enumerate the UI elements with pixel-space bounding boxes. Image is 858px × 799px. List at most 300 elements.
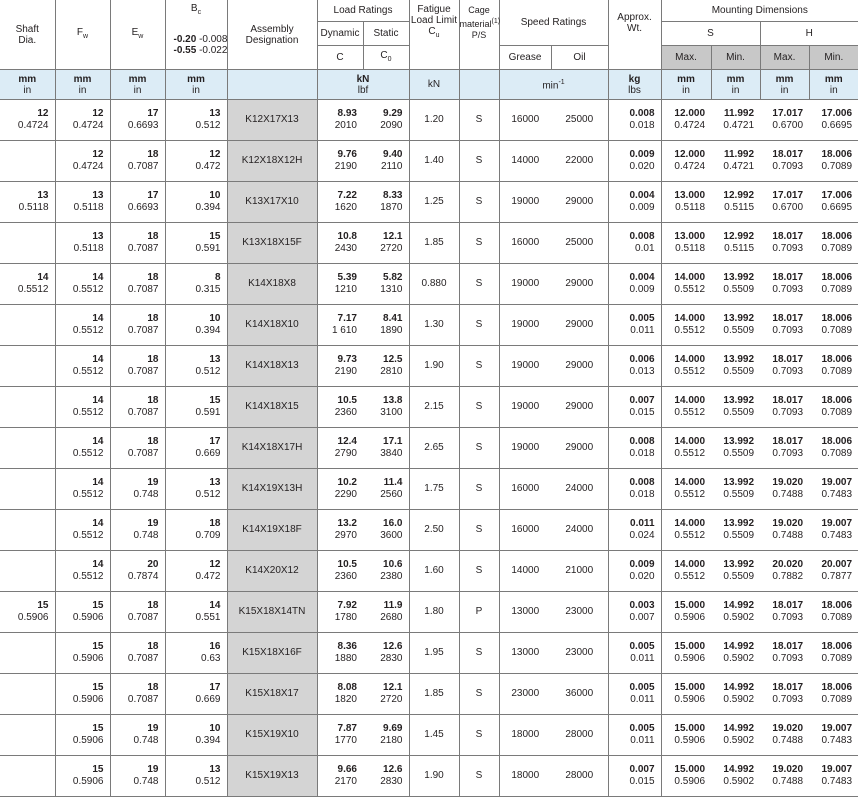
cell-oil: 29000 bbox=[551, 264, 608, 305]
cell-fw: 15 0.5906 bbox=[55, 715, 110, 756]
cell-shaft: 13 0.5118 bbox=[0, 182, 55, 223]
cell-fw: 12 0.4724 bbox=[55, 100, 110, 141]
cell-grease: 16000 bbox=[499, 100, 551, 141]
cell-s-min: 13.992 0.5509 bbox=[711, 428, 760, 469]
cell-bc: 15 0.591 bbox=[165, 223, 227, 264]
cell-ew: 19 0.748 bbox=[110, 469, 165, 510]
cell-cage: S bbox=[459, 674, 499, 715]
table-row bbox=[0, 346, 858, 387]
table-row bbox=[0, 551, 858, 592]
cell-designation: K14X18X10 bbox=[227, 305, 317, 346]
table-body bbox=[0, 100, 858, 797]
cell-grease: 23000 bbox=[499, 674, 551, 715]
cell-s-max: 14.000 0.5512 bbox=[661, 428, 711, 469]
col-header-load-ratings: Load Ratings bbox=[317, 0, 409, 22]
cell-ew: 18 0.7087 bbox=[110, 264, 165, 305]
cell-cu: 1.90 bbox=[409, 756, 459, 797]
cell-shaft bbox=[0, 469, 55, 510]
cell-cu: 1.90 bbox=[409, 346, 459, 387]
col-header-fw: $F_w$ bbox=[55, 0, 110, 70]
cell-wt: 0.006 0.013 bbox=[608, 346, 661, 387]
table-row bbox=[0, 715, 858, 756]
unit-wt: kg lbs bbox=[608, 70, 661, 100]
cell-s-max: 14.000 0.5512 bbox=[661, 305, 711, 346]
cell-s-min: 14.992 0.5902 bbox=[711, 674, 760, 715]
cell-cage: S bbox=[459, 264, 499, 305]
cell-h-max: 18.017 0.7093 bbox=[760, 305, 809, 346]
cell-c: 10.5 2360 bbox=[317, 551, 363, 592]
cell-bc: 13 0.512 bbox=[165, 469, 227, 510]
cell-s-min: 12.992 0.5115 bbox=[711, 223, 760, 264]
cell-bc: 10 0.394 bbox=[165, 182, 227, 223]
cell-oil: 25000 bbox=[551, 100, 608, 141]
cell-c: 7.17 1 610 bbox=[317, 305, 363, 346]
col-header-static: Static bbox=[363, 22, 409, 46]
table-row bbox=[0, 387, 858, 428]
col-header-h-min: Min. bbox=[809, 46, 858, 70]
cell-fw: 15 0.5906 bbox=[55, 674, 110, 715]
cell-s-max: 13.000 0.5118 bbox=[661, 223, 711, 264]
col-header-fatigue: Fatigue Load Limit $C_u$ bbox=[409, 0, 459, 46]
cell-cage: S bbox=[459, 100, 499, 141]
cell-c0: 11.4 2560 bbox=[363, 469, 409, 510]
cell-bc: 12 0.472 bbox=[165, 141, 227, 182]
cell-grease: 16000 bbox=[499, 223, 551, 264]
cell-wt: 0.008 0.018 bbox=[608, 428, 661, 469]
cell-h-min: 17.006 0.6695 bbox=[809, 100, 858, 141]
cell-c0: 12.5 2810 bbox=[363, 346, 409, 387]
cell-wt: 0.004 0.009 bbox=[608, 182, 661, 223]
cell-ew: 18 0.7087 bbox=[110, 223, 165, 264]
cell-ew: 20 0.7874 bbox=[110, 551, 165, 592]
cell-designation: K14X18X13 bbox=[227, 346, 317, 387]
cell-cage: S bbox=[459, 510, 499, 551]
cell-bc: 13 0.512 bbox=[165, 346, 227, 387]
cell-h-min: 19.007 0.7483 bbox=[809, 756, 858, 797]
cell-c0: 8.33 1870 bbox=[363, 182, 409, 223]
cell-oil: 21000 bbox=[551, 551, 608, 592]
cell-shaft bbox=[0, 715, 55, 756]
table-row bbox=[0, 305, 858, 346]
cell-s-max: 14.000 0.5512 bbox=[661, 469, 711, 510]
col-header-h-max: Max. bbox=[760, 46, 809, 70]
cell-oil: 25000 bbox=[551, 223, 608, 264]
cell-wt: 0.005 0.011 bbox=[608, 674, 661, 715]
col-header-s-max: Max. bbox=[661, 46, 711, 70]
cell-grease: 19000 bbox=[499, 346, 551, 387]
cell-bc: 13 0.512 bbox=[165, 100, 227, 141]
cell-c: 7.22 1620 bbox=[317, 182, 363, 223]
col-header-assembly: Assembly Designation bbox=[227, 0, 317, 70]
table-row bbox=[0, 428, 858, 469]
cell-s-min: 11.992 0.4721 bbox=[711, 141, 760, 182]
cell-c: 8.36 1880 bbox=[317, 633, 363, 674]
col-header-c0: $C_0$ bbox=[363, 46, 409, 70]
cell-cu: 1.20 bbox=[409, 100, 459, 141]
cell-fw: 14 0.5512 bbox=[55, 305, 110, 346]
cell-oil: 28000 bbox=[551, 715, 608, 756]
cell-ew: 18 0.7087 bbox=[110, 592, 165, 633]
cell-grease: 19000 bbox=[499, 305, 551, 346]
cell-bc: 10 0.394 bbox=[165, 305, 227, 346]
unit-bc: mm in bbox=[165, 70, 227, 100]
cell-s-min: 11.992 0.4721 bbox=[711, 100, 760, 141]
cell-fw: 14 0.5512 bbox=[55, 387, 110, 428]
cell-shaft: 14 0.5512 bbox=[0, 264, 55, 305]
cell-wt: 0.007 0.015 bbox=[608, 756, 661, 797]
col-header-dynamic: Dynamic bbox=[317, 22, 363, 46]
cell-shaft: 12 0.4724 bbox=[0, 100, 55, 141]
cell-grease: 14000 bbox=[499, 551, 551, 592]
cell-h-max: 18.017 0.7093 bbox=[760, 674, 809, 715]
cell-wt: 0.005 0.011 bbox=[608, 633, 661, 674]
table-row bbox=[0, 592, 858, 633]
cell-designation: K15X18X14TN bbox=[227, 592, 317, 633]
cell-grease: 14000 bbox=[499, 141, 551, 182]
cell-designation: K12X17X13 bbox=[227, 100, 317, 141]
cell-ew: 18 0.7087 bbox=[110, 674, 165, 715]
cell-ew: 17 0.6693 bbox=[110, 182, 165, 223]
cell-h-max: 18.017 0.7093 bbox=[760, 346, 809, 387]
cell-oil: 36000 bbox=[551, 674, 608, 715]
cell-grease: 18000 bbox=[499, 715, 551, 756]
cell-grease: 16000 bbox=[499, 469, 551, 510]
cell-grease: 13000 bbox=[499, 633, 551, 674]
cell-shaft bbox=[0, 387, 55, 428]
cell-c: 8.08 1820 bbox=[317, 674, 363, 715]
cell-designation: K14X18X17H bbox=[227, 428, 317, 469]
unit-assembly bbox=[227, 70, 317, 100]
unit-fatigue: kN bbox=[409, 70, 459, 100]
col-header-c: C bbox=[317, 46, 363, 70]
col-header-oil: Oil bbox=[551, 46, 608, 70]
cell-c0: 9.29 2090 bbox=[363, 100, 409, 141]
cell-c: 7.92 1780 bbox=[317, 592, 363, 633]
cell-oil: 29000 bbox=[551, 182, 608, 223]
cell-s-min: 13.992 0.5509 bbox=[711, 387, 760, 428]
cell-s-max: 12.000 0.4724 bbox=[661, 100, 711, 141]
cell-h-max: 17.017 0.6700 bbox=[760, 182, 809, 223]
cell-wt: 0.005 0.011 bbox=[608, 305, 661, 346]
cell-wt: 0.008 0.018 bbox=[608, 469, 661, 510]
cell-h-max: 20.020 0.7882 bbox=[760, 551, 809, 592]
cell-cu: 1.40 bbox=[409, 141, 459, 182]
cell-h-min: 18.006 0.7089 bbox=[809, 428, 858, 469]
cell-c0: 11.9 2680 bbox=[363, 592, 409, 633]
cell-fw: 14 0.5512 bbox=[55, 510, 110, 551]
cell-h-min: 18.006 0.7089 bbox=[809, 387, 858, 428]
cell-fw: 13 0.5118 bbox=[55, 182, 110, 223]
col-header-h: H bbox=[805, 28, 813, 39]
cell-h-max: 18.017 0.7093 bbox=[760, 387, 809, 428]
cell-h-min: 19.007 0.7483 bbox=[809, 510, 858, 551]
cell-c: 13.2 2970 bbox=[317, 510, 363, 551]
cell-cu: 1.60 bbox=[409, 551, 459, 592]
cell-oil: 23000 bbox=[551, 592, 608, 633]
col-header-bc: $B_c$ bbox=[165, 0, 227, 22]
cell-bc: 17 0.669 bbox=[165, 428, 227, 469]
cell-wt: 0.005 0.011 bbox=[608, 715, 661, 756]
cell-bc: 18 0.709 bbox=[165, 510, 227, 551]
unit-h-max: mm in bbox=[760, 70, 809, 100]
cell-oil: 24000 bbox=[551, 510, 608, 551]
cell-shaft: 15 0.5906 bbox=[0, 592, 55, 633]
cell-grease: 19000 bbox=[499, 264, 551, 305]
col-header-s: S bbox=[661, 22, 760, 46]
cell-oil: 24000 bbox=[551, 469, 608, 510]
cell-designation: K14X20X12 bbox=[227, 551, 317, 592]
cell-ew: 19 0.748 bbox=[110, 756, 165, 797]
cell-grease: 13000 bbox=[499, 592, 551, 633]
cell-c: 9.73 2190 bbox=[317, 346, 363, 387]
cell-cage: S bbox=[459, 346, 499, 387]
cell-c0: 9.69 2180 bbox=[363, 715, 409, 756]
cell-fw: 15 0.5906 bbox=[55, 633, 110, 674]
cell-s-max: 15.000 0.5906 bbox=[661, 674, 711, 715]
unit-h-min: mm in bbox=[809, 70, 858, 100]
unit-shaft: mm in bbox=[0, 70, 55, 100]
cell-cu: 1.75 bbox=[409, 469, 459, 510]
cell-h-max: 19.020 0.7488 bbox=[760, 715, 809, 756]
cell-cage: S bbox=[459, 182, 499, 223]
cell-bc: 13 0.512 bbox=[165, 756, 227, 797]
cell-c: 9.76 2190 bbox=[317, 141, 363, 182]
unit-fw: mm in bbox=[55, 70, 110, 100]
cell-c0: 8.41 1890 bbox=[363, 305, 409, 346]
cell-ew: 17 0.6693 bbox=[110, 100, 165, 141]
cell-fw: 14 0.5512 bbox=[55, 469, 110, 510]
cell-cage: S bbox=[459, 223, 499, 264]
cell-h-max: 19.020 0.7488 bbox=[760, 469, 809, 510]
cell-h-min: 17.006 0.6695 bbox=[809, 182, 858, 223]
cell-shaft bbox=[0, 510, 55, 551]
cell-wt: 0.009 0.020 bbox=[608, 551, 661, 592]
table-row bbox=[0, 182, 858, 223]
cell-c0: 12.6 2830 bbox=[363, 756, 409, 797]
unit-cage bbox=[459, 70, 499, 100]
cell-shaft bbox=[0, 674, 55, 715]
cell-s-max: 14.000 0.5512 bbox=[661, 551, 711, 592]
unit-load: kN lbf bbox=[317, 70, 409, 100]
cell-cu: 1.80 bbox=[409, 592, 459, 633]
table-row bbox=[0, 264, 858, 305]
cell-designation: K15X18X16F bbox=[227, 633, 317, 674]
units-row bbox=[0, 70, 858, 100]
cell-cu: 1.45 bbox=[409, 715, 459, 756]
unit-ew: mm in bbox=[110, 70, 165, 100]
cell-designation: K14X19X13H bbox=[227, 469, 317, 510]
cell-h-min: 18.006 0.7089 bbox=[809, 264, 858, 305]
cell-wt: 0.004 0.009 bbox=[608, 264, 661, 305]
cell-cage: P bbox=[459, 592, 499, 633]
cell-c0: 12.1 2720 bbox=[363, 223, 409, 264]
cell-s-max: 15.000 0.5906 bbox=[661, 756, 711, 797]
cell-h-min: 19.007 0.7483 bbox=[809, 715, 858, 756]
cell-ew: 19 0.748 bbox=[110, 715, 165, 756]
cell-wt: 0.007 0.015 bbox=[608, 387, 661, 428]
cell-c: 12.4 2790 bbox=[317, 428, 363, 469]
cell-wt: 0.009 0.020 bbox=[608, 141, 661, 182]
cell-h-max: 19.020 0.7488 bbox=[760, 756, 809, 797]
cell-h-max: 18.017 0.7093 bbox=[760, 223, 809, 264]
cell-designation: K15X19X10 bbox=[227, 715, 317, 756]
cell-s-min: 14.992 0.5902 bbox=[711, 715, 760, 756]
cell-fw: 15 0.5906 bbox=[55, 756, 110, 797]
cell-h-max: 17.017 0.6700 bbox=[760, 100, 809, 141]
cell-h-max: 18.017 0.7093 bbox=[760, 141, 809, 182]
cell-cage: S bbox=[459, 715, 499, 756]
cell-s-min: 13.992 0.5509 bbox=[711, 346, 760, 387]
cell-cage: S bbox=[459, 469, 499, 510]
cell-h-min: 18.006 0.7089 bbox=[809, 592, 858, 633]
cell-designation: K12X18X12H bbox=[227, 141, 317, 182]
cell-h-max: 18.017 0.7093 bbox=[760, 264, 809, 305]
table-row bbox=[0, 141, 858, 182]
cell-c0: 5.82 1310 bbox=[363, 264, 409, 305]
cell-cu: 1.95 bbox=[409, 633, 459, 674]
cell-s-max: 14.000 0.5512 bbox=[661, 346, 711, 387]
cell-c0: 9.40 2110 bbox=[363, 141, 409, 182]
cell-h-max: 19.020 0.7488 bbox=[760, 510, 809, 551]
cell-s-min: 14.992 0.5902 bbox=[711, 633, 760, 674]
cell-s-min: 12.992 0.5115 bbox=[711, 182, 760, 223]
cell-grease: 18000 bbox=[499, 756, 551, 797]
table-row bbox=[0, 469, 858, 510]
cell-ew: 18 0.7087 bbox=[110, 633, 165, 674]
cell-cage: S bbox=[459, 387, 499, 428]
unit-s-min: mm in bbox=[711, 70, 760, 100]
cell-c0: 16.0 3600 bbox=[363, 510, 409, 551]
cell-fw: 14 0.5512 bbox=[55, 346, 110, 387]
cell-cage: S bbox=[459, 551, 499, 592]
col-header-s-min: Min. bbox=[711, 46, 760, 70]
cell-bc: 12 0.472 bbox=[165, 551, 227, 592]
wt-spacer bbox=[608, 46, 661, 70]
cell-ew: 18 0.7087 bbox=[110, 141, 165, 182]
col-header-grease: Grease bbox=[499, 46, 551, 70]
col-header-shaft-dia: Shaft Dia. bbox=[0, 0, 55, 70]
cell-s-max: 14.000 0.5512 bbox=[661, 510, 711, 551]
cell-shaft bbox=[0, 428, 55, 469]
cell-cu: 1.85 bbox=[409, 223, 459, 264]
table-row bbox=[0, 674, 858, 715]
cell-bc: 10 0.394 bbox=[165, 715, 227, 756]
cell-wt: 0.003 0.007 bbox=[608, 592, 661, 633]
cell-grease: 19000 bbox=[499, 387, 551, 428]
cell-shaft bbox=[0, 141, 55, 182]
cell-cu: 2.50 bbox=[409, 510, 459, 551]
cell-shaft bbox=[0, 756, 55, 797]
cell-bc: 17 0.669 bbox=[165, 674, 227, 715]
cell-c: 10.2 2290 bbox=[317, 469, 363, 510]
cell-c0: 13.8 3100 bbox=[363, 387, 409, 428]
cell-c: 7.87 1770 bbox=[317, 715, 363, 756]
cell-s-min: 14.992 0.5902 bbox=[711, 756, 760, 797]
cell-h-max: 18.017 0.7093 bbox=[760, 592, 809, 633]
cell-wt: 0.011 0.024 bbox=[608, 510, 661, 551]
cell-s-max: 15.000 0.5906 bbox=[661, 715, 711, 756]
cell-h-min: 20.007 0.7877 bbox=[809, 551, 858, 592]
cell-s-max: 14.000 0.5512 bbox=[661, 387, 711, 428]
cell-ew: 18 0.7087 bbox=[110, 305, 165, 346]
cell-designation: K14X18X8 bbox=[227, 264, 317, 305]
cell-s-min: 13.992 0.5509 bbox=[711, 469, 760, 510]
col-header-cage: Cage material$^{(1)}$ P/S bbox=[459, 0, 499, 46]
unit-speed: $\min^{-1}$ bbox=[499, 70, 608, 100]
cell-cage: S bbox=[459, 305, 499, 346]
cell-cu: 1.25 bbox=[409, 182, 459, 223]
cell-grease: 16000 bbox=[499, 510, 551, 551]
cell-ew: 18 0.7087 bbox=[110, 346, 165, 387]
cage-spacer bbox=[459, 46, 499, 70]
cell-s-max: 14.000 0.5512 bbox=[661, 264, 711, 305]
bc-tolerance: -0.20 -0.008 -0.55 -0.022 bbox=[165, 22, 227, 70]
cell-designation: K14X19X18F bbox=[227, 510, 317, 551]
cell-s-max: 13.000 0.5118 bbox=[661, 182, 711, 223]
cell-h-min: 19.007 0.7483 bbox=[809, 469, 858, 510]
cell-h-min: 18.006 0.7089 bbox=[809, 141, 858, 182]
cell-wt: 0.008 0.018 bbox=[608, 100, 661, 141]
cell-designation: K15X18X17 bbox=[227, 674, 317, 715]
cell-oil: 22000 bbox=[551, 141, 608, 182]
cell-bc: 16 0.63 bbox=[165, 633, 227, 674]
cell-fw: 15 0.5906 bbox=[55, 592, 110, 633]
cell-bc: 14 0.551 bbox=[165, 592, 227, 633]
cell-cage: S bbox=[459, 428, 499, 469]
col-header-ew: $E_w$ bbox=[110, 0, 165, 70]
table-row bbox=[0, 633, 858, 674]
cell-h-min: 18.006 0.7089 bbox=[809, 674, 858, 715]
cell-fw: 12 0.4724 bbox=[55, 141, 110, 182]
cell-oil: 29000 bbox=[551, 305, 608, 346]
cell-c: 8.93 2010 bbox=[317, 100, 363, 141]
table-row bbox=[0, 756, 858, 797]
cell-cu: 0.880 bbox=[409, 264, 459, 305]
cell-grease: 19000 bbox=[499, 182, 551, 223]
cell-fw: 14 0.5512 bbox=[55, 551, 110, 592]
table-row bbox=[0, 223, 858, 264]
cell-cu: 1.30 bbox=[409, 305, 459, 346]
col-header-speed-ratings: Speed Ratings bbox=[499, 0, 608, 46]
cell-shaft bbox=[0, 346, 55, 387]
fatigue-spacer bbox=[409, 46, 459, 70]
cell-c0: 17.1 3840 bbox=[363, 428, 409, 469]
cell-grease: 19000 bbox=[499, 428, 551, 469]
cell-h-min: 18.006 0.7089 bbox=[809, 346, 858, 387]
cell-h-min: 18.006 0.7089 bbox=[809, 223, 858, 264]
cell-shaft bbox=[0, 633, 55, 674]
cell-c: 10.5 2360 bbox=[317, 387, 363, 428]
cell-cu: 2.65 bbox=[409, 428, 459, 469]
cell-c: 10.8 2430 bbox=[317, 223, 363, 264]
cell-ew: 18 0.7087 bbox=[110, 428, 165, 469]
cell-s-min: 13.992 0.5509 bbox=[711, 305, 760, 346]
cell-cage: S bbox=[459, 141, 499, 182]
cell-ew: 18 0.7087 bbox=[110, 387, 165, 428]
cell-s-max: 15.000 0.5906 bbox=[661, 633, 711, 674]
cell-bc: 15 0.591 bbox=[165, 387, 227, 428]
cell-h-max: 18.017 0.7093 bbox=[760, 633, 809, 674]
cell-s-min: 13.992 0.5509 bbox=[711, 551, 760, 592]
cell-fw: 14 0.5512 bbox=[55, 428, 110, 469]
cell-oil: 29000 bbox=[551, 428, 608, 469]
table-row bbox=[0, 100, 858, 141]
cell-cu: 2.15 bbox=[409, 387, 459, 428]
cell-designation: K14X18X15 bbox=[227, 387, 317, 428]
cell-ew: 19 0.748 bbox=[110, 510, 165, 551]
cell-designation: K13X17X10 bbox=[227, 182, 317, 223]
cell-s-min: 13.992 0.5509 bbox=[711, 264, 760, 305]
